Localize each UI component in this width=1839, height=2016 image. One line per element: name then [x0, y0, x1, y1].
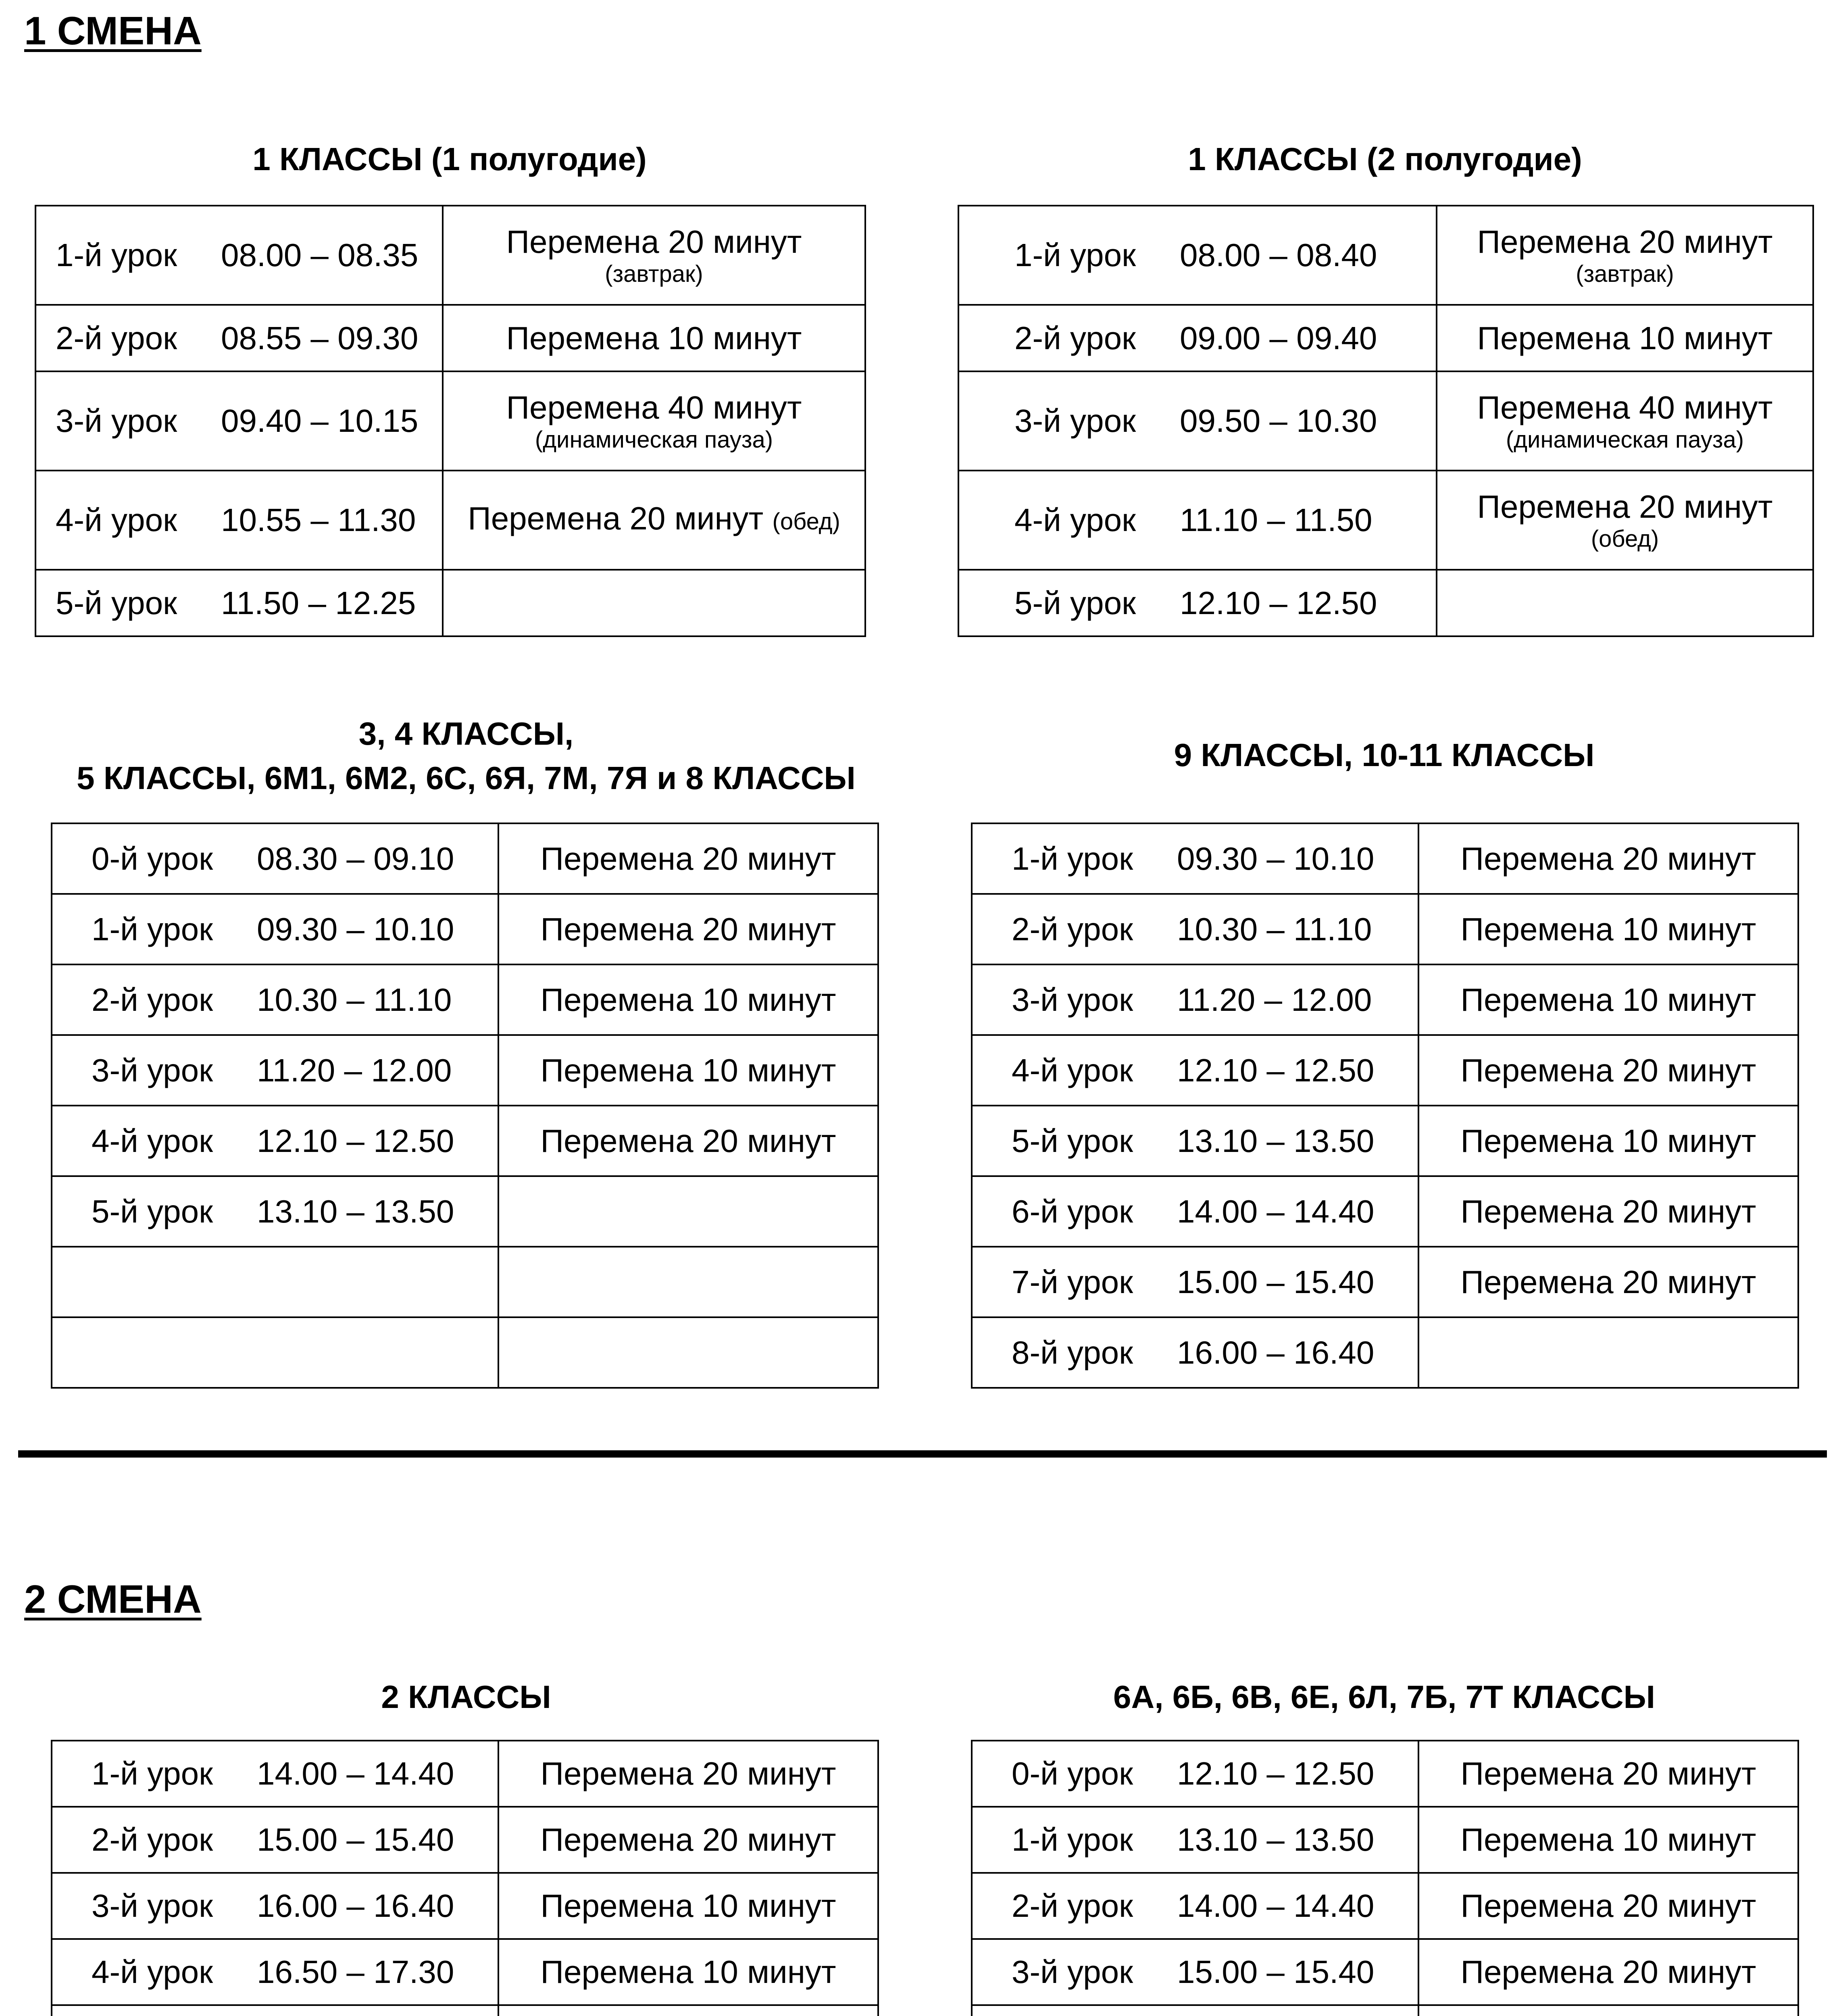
schedule-table-grade1-half2	[958, 205, 1814, 637]
lesson-time: 12.10 – 12.50	[1180, 585, 1377, 621]
lesson-time: 09.40 – 10.15	[221, 403, 419, 439]
lesson-time: 11.10 – 11.50	[1180, 502, 1372, 538]
break-cell	[498, 1247, 878, 1317]
shift1-title: 1 СМЕНА	[24, 8, 202, 53]
lesson-number: 2-й урок	[92, 1822, 213, 1858]
lesson-number: 8-й урок	[1012, 1334, 1133, 1370]
lesson-number: 2-й урок	[1014, 320, 1136, 356]
lesson-number: 6-й урок	[1012, 1193, 1133, 1229]
table-row	[52, 964, 878, 1035]
lesson-number: 1-й урок	[92, 1756, 213, 1791]
break-note: (завтрак)	[605, 261, 703, 287]
lesson-time: 09.00 – 09.40	[1180, 320, 1377, 356]
lesson-time: 14.00 – 14.40	[1177, 1193, 1375, 1229]
lesson-number: 3-й урок	[1012, 1954, 1133, 1990]
table-row	[35, 206, 865, 305]
lesson-time: 09.50 – 10.30	[1180, 403, 1377, 439]
lesson-time: 10.30 – 11.10	[1177, 911, 1372, 947]
table-row	[958, 570, 1813, 636]
lesson-time: 11.50 – 12.25	[221, 585, 416, 621]
table-row	[972, 823, 1798, 894]
table-heading-grades-6-7: 6А, 6Б, 6В, 6Е, 6Л, 7Б, 7Т КЛАССЫ	[1113, 1679, 1655, 1715]
lesson-time: 16.00 – 16.40	[257, 1888, 454, 1924]
break-cell: Перемена 20 минут	[1418, 823, 1798, 894]
break-cell: Перемена 20 минут	[1418, 1873, 1798, 1939]
lesson-time: 15.00 – 15.40	[257, 1822, 454, 1858]
lesson-number: 3-й урок	[1014, 403, 1136, 439]
break-cell: Перемена 20 минут	[1418, 1939, 1798, 2005]
break-cell: Перемена 20 минут	[1418, 1741, 1798, 1807]
table-row	[52, 1317, 878, 1388]
lesson-number: 4-й урок	[1012, 1052, 1133, 1088]
schedule-table-grade2	[51, 1740, 879, 2016]
lesson-number: 2-й урок	[1012, 911, 1133, 947]
shift2-title: 2 СМЕНА	[24, 1577, 202, 1621]
break-note: (динамическая пауза)	[535, 427, 773, 453]
lesson-number: 3-й урок	[1012, 981, 1133, 1018]
lesson-time: 13.10 – 13.50	[1177, 1822, 1375, 1858]
lesson-number: 7-й урок	[1012, 1264, 1133, 1300]
table-row	[972, 1035, 1798, 1106]
table-row	[972, 894, 1798, 964]
break-cell	[498, 1176, 878, 1247]
break-cell: Перемена 20 минут	[498, 1106, 878, 1176]
table-row	[972, 1317, 1798, 1388]
table-row	[52, 894, 878, 964]
lesson-time: 14.00 – 14.40	[1177, 1888, 1375, 1924]
table-row	[35, 570, 865, 636]
break-label: Перемена 10 минут	[1477, 320, 1773, 356]
table-row	[52, 1939, 878, 2005]
schedule-table-grades-6-7	[971, 1740, 1799, 2016]
break-note: (динамическая пауза)	[1506, 427, 1744, 453]
schedule-table-grade1-half1	[35, 205, 866, 637]
table-row	[52, 823, 878, 894]
lesson-time: 14.00 – 14.40	[257, 1756, 454, 1791]
lesson-number: 4-й урок	[56, 502, 177, 538]
lesson-number: 5-й урок	[56, 585, 177, 621]
break-cell: Перемена 20 минут	[1418, 1247, 1798, 1317]
table-row	[52, 1741, 878, 1807]
lesson-number: 2-й урок	[1012, 1888, 1133, 1924]
break-note: (обед)	[1591, 526, 1659, 552]
lesson-number: 0-й урок	[92, 840, 213, 877]
lesson-number: 3-й урок	[56, 403, 177, 439]
break-cell: Перемена 10 минут	[1418, 894, 1798, 964]
table-row	[958, 206, 1813, 305]
table-row	[35, 471, 865, 570]
break-label: Перемена 40 минут	[506, 389, 802, 425]
break-cell	[1418, 2005, 1798, 2016]
table-row	[52, 1873, 878, 1939]
table-heading-grades-3-8: 3, 4 КЛАССЫ, 5 КЛАССЫ, 6М1, 6М2, 6С, 6Я, 7М, 7Я и 8 КЛАССЫ	[77, 716, 856, 796]
lesson-time: 08.55 – 09.30	[221, 320, 419, 356]
lesson-time: 10.30 – 11.10	[257, 981, 452, 1018]
table-row	[52, 1247, 878, 1317]
lesson-time: 08.30 – 09.10	[257, 840, 454, 877]
table-row	[52, 1176, 878, 1247]
break-cell: Перемена 10 минут	[498, 964, 878, 1035]
break-cell: Перемена 10 минут	[1418, 1807, 1798, 1873]
lesson-time: 08.00 – 08.40	[1180, 237, 1377, 273]
lesson-time: 16.50 – 17.30	[257, 1954, 454, 1990]
break-cell: Перемена 10 минут	[498, 1035, 878, 1106]
break-label: Перемена 40 минут	[1477, 389, 1773, 425]
table-row	[958, 471, 1813, 570]
table-heading-grade1-half1: 1 КЛАССЫ (1 полугодие)	[252, 141, 647, 177]
table-row	[972, 1873, 1798, 1939]
lesson-time: 09.30 – 10.10	[257, 911, 454, 947]
break-label: Перемена 20 минут	[1477, 224, 1773, 260]
table-row	[972, 964, 1798, 1035]
lesson-time: 10.55 – 11.30	[221, 502, 416, 538]
lesson-number: 2-й урок	[56, 320, 177, 356]
lesson-time: 15.00 – 15.40	[1177, 1264, 1375, 1300]
schedule-table-grades-3-8	[51, 823, 879, 1389]
break-label: Перемена 20 минут	[468, 500, 764, 536]
break-cell: Перемена 20 минут	[498, 823, 878, 894]
table-row	[52, 1106, 878, 1176]
break-label: Перемена 10 минут	[506, 320, 802, 356]
lesson-number: 4-й урок	[1014, 502, 1136, 538]
lesson-time: 08.00 – 08.35	[221, 237, 419, 273]
table-row	[972, 1247, 1798, 1317]
lesson-number: 3-й урок	[92, 1888, 213, 1924]
lesson-time: 15.00 – 15.40	[1177, 1954, 1375, 1990]
break-label: Перемена 20 минут	[506, 224, 802, 260]
lesson-time: 11.20 – 12.00	[257, 1052, 452, 1088]
lesson-time: 12.10 – 12.50	[1177, 1756, 1375, 1791]
lesson-number: 2-й урок	[92, 981, 213, 1018]
shift-divider	[18, 1450, 1827, 1458]
table-heading-grade1-half2: 1 КЛАССЫ (2 полугодие)	[1188, 141, 1582, 177]
table-row	[958, 371, 1813, 471]
lesson-number: 3-й урок	[92, 1052, 213, 1088]
lesson-time: 11.20 – 12.00	[1177, 981, 1372, 1018]
lesson-number: 1-й урок	[1014, 237, 1136, 273]
lesson-number: 4-й урок	[92, 1123, 213, 1159]
table-heading-grades-9-11: 9 КЛАССЫ, 10-11 КЛАССЫ	[1174, 737, 1595, 773]
schedule-table-grades-9-11	[971, 823, 1799, 1389]
table-heading-grade2: 2 КЛАССЫ	[381, 1679, 551, 1715]
table-row	[35, 305, 865, 371]
break-cell: Перемена 20 минут	[1418, 1176, 1798, 1247]
lesson-time: 12.10 – 12.50	[1177, 1052, 1375, 1088]
lesson-time: 12.10 – 12.50	[257, 1123, 454, 1159]
lesson-number: 1-й урок	[56, 237, 177, 273]
table-row	[35, 371, 865, 471]
table-row	[52, 2005, 878, 2016]
lesson-number: 1-й урок	[92, 911, 213, 947]
table-row	[52, 1035, 878, 1106]
lesson-number: 5-й урок	[92, 1193, 213, 1229]
table-row	[972, 1939, 1798, 2005]
table-row	[972, 1106, 1798, 1176]
break-cell: Перемена 10 минут	[1418, 964, 1798, 1035]
table-row	[972, 1741, 1798, 1807]
lesson-number: 1-й урок	[1012, 840, 1133, 877]
table-row	[958, 305, 1813, 371]
break-cell: Перемена 10 минут	[498, 1873, 878, 1939]
break-cell	[498, 1317, 878, 1388]
lesson-time: 13.10 – 13.50	[257, 1193, 454, 1229]
lesson-number: 5-й урок	[1012, 1123, 1133, 1159]
break-cell: Перемена 10 минут	[498, 1939, 878, 2005]
lesson-number: 5-й урок	[1014, 585, 1136, 621]
lesson-time: 16.00 – 16.40	[1177, 1334, 1375, 1370]
lesson-time: 09.30 – 10.10	[1177, 840, 1375, 877]
break-cell: Перемена 20 минут	[498, 1741, 878, 1807]
break-cell: Перемена 20 минут	[1418, 1035, 1798, 1106]
lesson-number: 4-й урок	[92, 1954, 213, 1990]
table-row	[972, 1807, 1798, 1873]
break-label: Перемена 20 минут	[1477, 489, 1773, 525]
break-cell	[1418, 1317, 1798, 1388]
break-cell: Перемена 20 минут	[498, 894, 878, 964]
table-row	[972, 2005, 1798, 2016]
break-note: (завтрак)	[1576, 261, 1674, 287]
lesson-number: 0-й урок	[1012, 1756, 1133, 1791]
break-cell	[498, 2005, 878, 2016]
lesson-number: 1-й урок	[1012, 1822, 1133, 1858]
break-note: (обед)	[772, 508, 840, 535]
table-row	[52, 1807, 878, 1873]
lesson-time: 13.10 – 13.50	[1177, 1123, 1375, 1159]
break-cell: Перемена 10 минут	[1418, 1106, 1798, 1176]
break-cell: Перемена 20 минут	[498, 1807, 878, 1873]
table-row	[972, 1176, 1798, 1247]
